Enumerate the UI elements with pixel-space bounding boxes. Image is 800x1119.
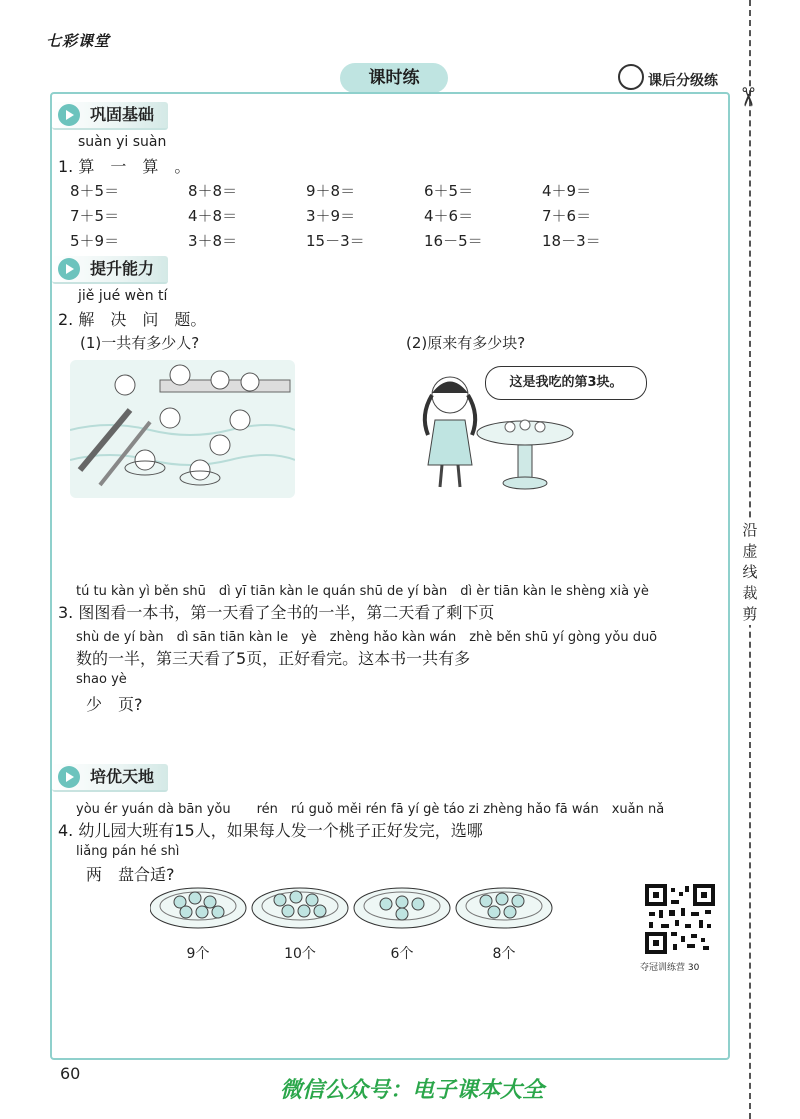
play-icon (58, 104, 80, 126)
plate-2 (252, 888, 348, 928)
equation: 7＋6＝ (542, 207, 592, 225)
plate-4 (456, 888, 552, 928)
q2-pinyin: jiě jué wèn tí (78, 288, 168, 304)
plate-1 (150, 888, 246, 928)
q3-line-2: 数的一半，第三天看了5页，正好看完。这本书一共有多 (76, 649, 471, 668)
equation: 3＋9＝ (306, 207, 356, 225)
page-title: 课时练 (340, 63, 448, 93)
equation: 18－3＝ (542, 232, 601, 250)
equation: 9＋8＝ (306, 182, 356, 200)
cut-instruction: 沿虚线裁剪 (742, 521, 758, 623)
pool-illustration (70, 360, 295, 498)
q2-sub2: (2)原来有多少块? (406, 334, 526, 352)
q1-pinyin: suàn yi suàn (78, 134, 167, 150)
equation: 6＋5＝ (424, 182, 474, 200)
q3-pinyin-1: tú tu kàn yì běn shū dì yī tiān kàn le quán shū de yí bàn dì èr tiān kàn le shèng xià yè (76, 584, 649, 599)
qr-caption: 夺冠训练营 30 (640, 963, 700, 973)
footer-watermark: 微信公众号：电子课本大全 (280, 1078, 545, 1103)
equation: 8＋8＝ (188, 182, 238, 200)
equation: 4＋6＝ (424, 207, 474, 225)
plate-label: 6个 (390, 946, 414, 962)
q3-pinyin-3: shao yè (76, 672, 127, 687)
equation: 5＋9＝ (70, 232, 120, 250)
plate-label: 9个 (186, 946, 210, 962)
qr-code-icon[interactable] (645, 884, 715, 954)
q4-pinyin-2: liǎng pán hé shì (76, 844, 180, 859)
q1-prompt: 1. 算 一 算 。 (58, 157, 191, 176)
q2-sub1: (1)一共有多少人? (80, 334, 200, 352)
equation: 16－5＝ (424, 232, 483, 250)
section-advanced-label: 培优天地 (52, 764, 168, 792)
q3-line-1: 3. 图图看一本书，第一天看了全书的一半，第二天看了剩下页 (58, 603, 495, 622)
equation: 3＋8＝ (188, 232, 238, 250)
play-icon (58, 766, 80, 788)
play-icon (58, 258, 80, 280)
plate-label: 8个 (492, 946, 516, 962)
q4-pinyin-1: yòu ér yuán dà bān yǒu rén rú guǒ měi rén fā yí gè táo zi zhèng hǎo fā wán xuǎn nǎ (76, 802, 665, 817)
peach-plates (150, 884, 570, 934)
clock-icon (618, 64, 644, 90)
plate-label: 10个 (284, 946, 316, 962)
q4-line-2: 两 盘合适? (86, 865, 175, 884)
speech-bubble: 这是我吃的第3块。 (485, 366, 647, 400)
q3-pinyin-2: shù de yí bàn dì sān tiān kàn le yè zhèng hǎo kàn wán zhè běn shū yí gòng yǒu duō (76, 630, 658, 645)
equation: 4＋8＝ (188, 207, 238, 225)
section-improve-label: 提升能力 (52, 256, 168, 284)
equation: 15－3＝ (306, 232, 365, 250)
level-label: 课后分级练 (648, 73, 718, 89)
brand-logo: 七彩课堂 (46, 32, 111, 50)
plate-3 (354, 888, 450, 928)
equation: 4＋9＝ (542, 182, 592, 200)
scissors-icon: ✂ (731, 86, 762, 108)
equation: 8＋5＝ (70, 182, 120, 200)
q2-prompt: 2. 解 决 问 题。 (58, 310, 207, 329)
section-basic-label: 巩固基础 (52, 102, 168, 130)
page-number: 60 (60, 1064, 81, 1083)
q3-line-3: 少 页? (86, 695, 143, 714)
q4-line-1: 4. 幼儿园大班有15人，如果每人发一个桃子正好发完，选哪 (58, 821, 483, 840)
equation: 7＋5＝ (70, 207, 120, 225)
